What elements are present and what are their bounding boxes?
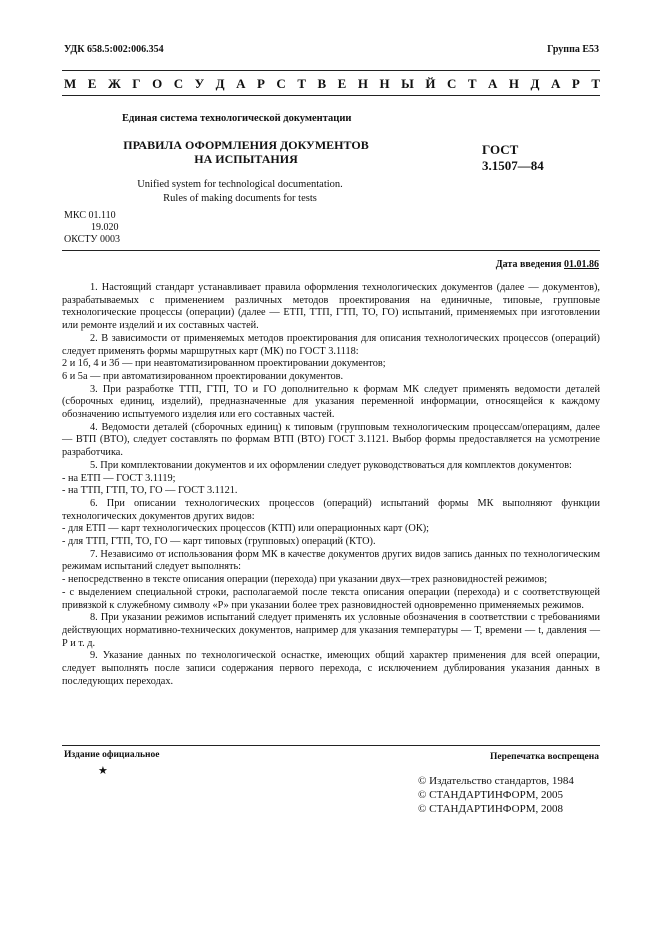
paragraph: 8. При указании режимов испытаний следует применять их условные обозначения в соответствии с требованиями действующих нормативно-технических документов, например для указания температуры — Т, времени — t, давления — Р и т. д. (62, 612, 600, 649)
copyright-line-3: © СТАНДАРТИНФОРМ, 2008 (418, 803, 563, 815)
english-line-2: Rules of making documents for tests (163, 193, 317, 204)
paragraph: 2. В зависимости от применяемых методов проектирования для описания технологических процессов (операций) следует применять формы маршрутных карт (МК) по ГОСТ 3.1118: (62, 332, 600, 357)
mks-line-2: 19.020 (91, 222, 119, 233)
standard-type-heading (64, 76, 600, 92)
document-body (62, 282, 600, 689)
udk-code: УДК 658.5:002:006.354 (64, 44, 164, 55)
copyright-line-1: © Издательство стандартов, 1984 (418, 775, 574, 787)
top-rule (62, 70, 600, 71)
copyright-line-2: © СТАНДАРТИНФОРМ, 2005 (418, 789, 563, 801)
paragraph: - непосредственно в тексте описания операции (перехода) при указании двух—трех разновидностей режимов; (62, 574, 548, 586)
gost-designation (482, 142, 544, 174)
intro-date-label: Дата введения (495, 259, 562, 270)
paragraph: 6. При описании технологических процессов (операций) испытаний формы МК выполняют функции технологических документов других видов: (62, 497, 600, 522)
star-icon: ★ (98, 765, 108, 777)
title-line-2: НА ИСПЫТАНИЯ (194, 152, 298, 166)
paragraph: - для ЕТП — карт технологических процессов (КТП) или операционных карт (ОК); (62, 523, 430, 535)
standard-type-text: М Е Ж Г О С У Д А Р С Т В Е Н Н Ы Й С Т А Н Д А Р Т (64, 76, 600, 91)
intro-date (496, 259, 599, 270)
paragraph: 6 и 5а — при автоматизированном проектировании документов. (62, 370, 344, 382)
paragraph: 2 и 1б, 4 и 3б — при неавтоматизированном проектировании документов; (62, 358, 386, 370)
paragraph: - на ЕТП — ГОСТ 3.1119; (62, 472, 176, 484)
copyright-block (418, 774, 574, 816)
gost-number: 3.1507—84 (482, 158, 544, 173)
title-line-1: ПРАВИЛА ОФОРМЛЕНИЯ ДОКУМЕНТОВ (123, 138, 369, 152)
paragraph: 5. При комплектовании документов и их оформлении следует руководствоваться для комплектов документов: (90, 459, 572, 471)
heading-rule (62, 95, 600, 96)
reprint-notice: Перепечатка воспрещена (489, 752, 599, 762)
system-title: Единая система технологической документации (122, 113, 352, 124)
english-title (100, 178, 380, 206)
paragraph: - с выделением специальной строки, располагаемой после текста описания операции (перехода) и с соответствующей привязкой к служебному символу «Р» при указании более трех разновидностей одновременно применяемых режимов. (62, 586, 600, 611)
intro-date-value: 01.01.86 (564, 259, 599, 270)
gost-label: ГОСТ (482, 142, 519, 157)
paragraph: 9. Указание данных по технологической оснастке, имеющих общий характер применения для всей операции, следует выполнять после записи содержания первого перехода, с исключением дублирования указания данных в последующих переходах. (62, 650, 600, 687)
footer-rule (62, 745, 600, 746)
paragraph: 1. Настоящий стандарт устанавливает правила оформления технологических документов (далее — документов), разрабатываемых с применением различных методов проектирования на единичные, типовые, групповые технологические процессы (операции) (далее — ЕТП, ТТП, ГТП, ТО, ГО) испытаний, применяемых при изготовлении или ремонте изделий и их составных частей. (62, 282, 600, 332)
paragraph: 7. Независимо от использования форм МК в качестве документов других видов запись данных по технологическим режимам испытаний следует выполнять: (62, 548, 600, 573)
paragraph: - для ТТП, ГТП, ТО, ГО — карт типовых (групповых) операций (КТО). (62, 536, 376, 548)
classification-codes (64, 210, 120, 246)
official-edition: Издание официальное (64, 750, 160, 760)
paragraph: 3. При разработке ТТП, ГТП, ТО и ГО дополнительно к формам МК следует применять ведомости деталей (сборочных единиц, изделий), предназначенные для указания переменной информации, относящейся к каждому обозначению испытуемого изделия или его составных частей. (62, 383, 600, 421)
okstu-code: ОКСТУ 0003 (64, 234, 121, 245)
paragraph: - на ТТП, ГТП, ТО, ГО — ГОСТ 3.1121. (62, 485, 238, 497)
group-code: Группа Е53 (547, 44, 599, 55)
english-line-1: Unified system for technological documentation. (137, 179, 343, 190)
classification-rule (62, 250, 600, 251)
paragraph: 4. Ведомости деталей (сборочных единиц) к типовым (групповым технологическим процессам/операциям, далее — ВТП (ВТО), следует составлять по формам ВТП (ВТО) ГОСТ 3.1121. Выбор формы предоставляется на усмотрение разработчика. (62, 421, 600, 459)
mks-line-1: МКС 01.110 (64, 210, 116, 221)
document-title (96, 138, 396, 166)
